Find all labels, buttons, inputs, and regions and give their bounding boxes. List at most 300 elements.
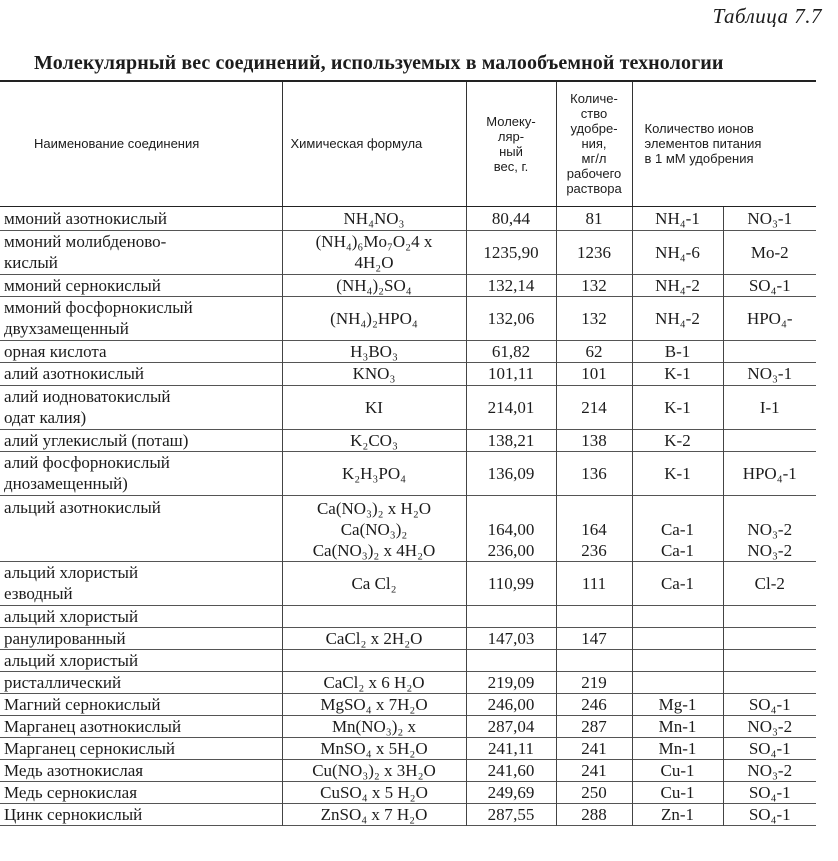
chemical-formula-cell-text: K₂H₃PO₄	[341, 463, 407, 483]
anion-count-cell	[723, 803, 816, 825]
compound-name-cell	[0, 206, 282, 230]
chemical-formula-cell	[282, 230, 466, 274]
molecular-weight-cell	[466, 206, 556, 230]
chemical-formula-cell	[282, 561, 466, 605]
chemical-formula-cell-text: Ca(NO₃)₂ x 4H₂O	[312, 540, 436, 560]
chemical-formula-cell-text: (NH₄)₆Mo₇O₂4 x	[315, 232, 433, 251]
anion-count-cell	[723, 230, 816, 274]
molecular-weight-cell	[466, 561, 556, 605]
cation-count-cell	[632, 362, 723, 385]
anion-count-cell-text: SO₄-1	[748, 275, 791, 295]
compound-name-cell	[0, 561, 282, 605]
chemical-formula-cell-text: 4H₂O	[354, 253, 394, 272]
compound-name-cell-text: Марганец сернокислый	[4, 738, 175, 758]
anion-count-cell-text	[727, 672, 814, 693]
table-row	[0, 803, 816, 825]
anion-count-cell-text: SO₄-1	[748, 738, 791, 758]
compound-name-cell-text: Медь азотнокислая	[4, 760, 144, 780]
chemical-formula-cell-text: KNO₃	[352, 364, 396, 383]
fertilizer-amount-cell	[556, 495, 632, 561]
cation-count-cell	[632, 230, 723, 274]
chemical-formula-cell-text: NH₄NO₃	[343, 208, 405, 228]
compound-name-cell-text: ммоний азотнокислый	[4, 208, 167, 228]
anion-count-cell	[723, 561, 816, 605]
table-row	[0, 385, 816, 429]
fertilizer-amount-cell-text: 288	[581, 804, 607, 824]
compound-name-cell	[0, 385, 282, 429]
chemical-formula-cell-text: ZnSO₄ x 7 H₂O	[320, 804, 428, 824]
compound-name-cell	[0, 274, 282, 296]
fertilizer-amount-cell	[556, 230, 632, 274]
anion-count-cell-text	[727, 606, 814, 627]
cation-count-cell-text: NH₄-1	[655, 208, 700, 228]
header-line: мг/л	[581, 151, 607, 167]
cation-count-cell	[632, 340, 723, 362]
fertilizer-amount-cell-text	[560, 498, 629, 519]
molecular-weight-cell	[466, 759, 556, 781]
molecular-weight-cell-text: 147,03	[487, 628, 535, 648]
compound-name-cell	[0, 296, 282, 340]
chemical-formula-cell	[282, 627, 466, 649]
molecular-weight-cell	[466, 715, 556, 737]
molecular-weight-cell	[466, 230, 556, 274]
cation-count-cell	[632, 605, 723, 627]
anion-count-cell	[723, 274, 816, 296]
fertilizer-amount-cell	[556, 649, 632, 671]
molecular-weight-cell-text	[470, 650, 553, 671]
cation-count-cell	[632, 781, 723, 803]
table-row	[0, 340, 816, 362]
anion-count-cell	[723, 429, 816, 451]
molecular-weight-cell-text: 80,44	[491, 208, 531, 228]
chemical-formula-cell-text	[286, 606, 463, 627]
molecular-weight-cell-text: 61,82	[491, 341, 531, 361]
column-header-name	[0, 81, 282, 206]
molecular-weight-cell-text: 241,11	[487, 738, 535, 758]
fertilizer-amount-cell-text: 219	[581, 672, 607, 692]
fertilizer-amount-cell-text: 164	[581, 519, 607, 539]
molecular-weight-cell	[466, 737, 556, 759]
anion-count-cell	[723, 296, 816, 340]
anion-count-cell-text: NO₃-2	[747, 519, 793, 539]
table-row	[0, 693, 816, 715]
cation-count-cell-text: Cu-1	[660, 782, 695, 802]
cation-count-cell-text: Mn-1	[658, 716, 697, 736]
compound-name-cell	[0, 340, 282, 362]
molecular-weight-cell	[466, 362, 556, 385]
table-header	[0, 81, 816, 206]
anion-count-cell-text: Cl-2	[754, 573, 785, 593]
chemical-formula-cell-text: Cu(NO₃)₂ x 3H₂O	[312, 760, 436, 780]
column-header-ion-count	[632, 81, 816, 206]
anion-count-cell-text: NO₃-2	[747, 716, 793, 736]
molecular-weight-cell-text: 219,09	[487, 672, 535, 692]
cation-count-cell-text: K-2	[664, 430, 691, 450]
anion-count-cell-text: NO₃-1	[747, 364, 793, 383]
compounds-table	[0, 80, 816, 826]
compound-name-cell	[0, 451, 282, 495]
fertilizer-amount-cell	[556, 627, 632, 649]
table-body	[0, 206, 816, 825]
molecular-weight-cell-text	[470, 498, 553, 519]
anion-count-cell	[723, 759, 816, 781]
molecular-weight-cell-text: 236,00	[487, 540, 535, 560]
table-row	[0, 274, 816, 296]
anion-count-cell-text: Mo-2	[750, 242, 789, 262]
molecular-weight-cell	[466, 671, 556, 693]
header-line: Молеку-	[486, 113, 536, 129]
fertilizer-amount-cell	[556, 737, 632, 759]
cation-count-cell-text	[636, 606, 720, 627]
chemical-formula-cell-text: CaCl₂ x 2H₂O	[325, 628, 423, 648]
anion-count-cell-text	[727, 341, 814, 362]
compound-name-cell	[0, 781, 282, 803]
anion-count-cell	[723, 495, 816, 561]
fertilizer-amount-cell	[556, 561, 632, 605]
cation-count-cell-text: Cu-1	[660, 760, 695, 780]
compound-name-cell-text: ранулированный	[4, 628, 126, 648]
compound-name-cell	[0, 495, 282, 561]
molecular-weight-cell	[466, 385, 556, 429]
compound-name-cell-text: альций хлористый	[4, 606, 139, 626]
fertilizer-amount-cell-text: 236	[581, 540, 607, 560]
molecular-weight-cell-text: 241,60	[487, 760, 535, 780]
compound-name-cell-text: одат калия)	[4, 408, 87, 427]
fertilizer-amount-cell-text: 132	[581, 308, 607, 328]
cation-count-cell-text: Ca-1	[660, 540, 695, 560]
chemical-formula-cell-text: Ca(NO₃)₂	[340, 519, 408, 539]
table-row	[0, 429, 816, 451]
header-line: Наименование соединения	[34, 136, 200, 152]
anion-count-cell-text: NO₃-2	[747, 540, 793, 560]
anion-count-cell	[723, 693, 816, 715]
table-row	[0, 495, 816, 561]
molecular-weight-cell	[466, 340, 556, 362]
fertilizer-amount-cell	[556, 385, 632, 429]
compound-name-cell-text: езводный	[4, 584, 73, 603]
cation-count-cell-text: Ca-1	[660, 519, 695, 539]
molecular-weight-cell-text: 287,04	[487, 716, 535, 736]
cation-count-cell	[632, 451, 723, 495]
fertilizer-amount-cell-text: 136	[581, 463, 607, 483]
fertilizer-amount-cell-text: 62	[585, 341, 603, 361]
chemical-formula-cell-text: MgSO₄ x 7H₂O	[320, 694, 428, 714]
table-row	[0, 759, 816, 781]
compound-name-cell-text: двухзамещенный	[4, 319, 129, 338]
compound-name-cell-text: алий иодноватокислый	[4, 387, 171, 406]
anion-count-cell-text: HPO₄-1	[742, 463, 797, 483]
table-row	[0, 627, 816, 649]
fertilizer-amount-cell	[556, 759, 632, 781]
molecular-weight-cell-text: 164,00	[487, 519, 535, 539]
fertilizer-amount-cell	[556, 296, 632, 340]
compound-name-cell-text: алий фосфорнокислый	[4, 453, 170, 472]
cation-count-cell-text: NH₄-2	[655, 275, 700, 295]
chemical-formula-cell-text: KI	[365, 397, 383, 417]
header-line: в 1 мМ удобрения	[644, 151, 754, 167]
chemical-formula-cell	[282, 803, 466, 825]
compound-name-cell-text: Медь сернокислая	[4, 782, 138, 802]
cation-count-cell	[632, 693, 723, 715]
compound-name-cell	[0, 693, 282, 715]
compound-name-cell	[0, 737, 282, 759]
chemical-formula-cell	[282, 206, 466, 230]
compound-name-cell	[0, 429, 282, 451]
molecular-weight-cell	[466, 296, 556, 340]
molecular-weight-cell-text: 136,09	[487, 463, 535, 483]
anion-count-cell-text: SO₄-1	[748, 694, 791, 714]
header-line: удобре-	[570, 121, 618, 137]
anion-count-cell-text	[727, 650, 814, 671]
anion-count-cell	[723, 605, 816, 627]
molecular-weight-cell-text: 214,01	[487, 397, 535, 417]
table-row	[0, 605, 816, 627]
fertilizer-amount-cell	[556, 340, 632, 362]
cation-count-cell	[632, 429, 723, 451]
compound-name-cell	[0, 649, 282, 671]
molecular-weight-cell	[466, 451, 556, 495]
cation-count-cell	[632, 385, 723, 429]
chemical-formula-cell	[282, 737, 466, 759]
compound-name-cell-text: ммоний молибденово-	[4, 232, 167, 251]
fertilizer-amount-cell	[556, 362, 632, 385]
fertilizer-amount-cell	[556, 605, 632, 627]
header-line: раствора	[566, 181, 622, 197]
fertilizer-amount-cell-text: 214	[581, 397, 607, 417]
compound-name-cell	[0, 627, 282, 649]
fertilizer-amount-cell-text: 246	[581, 694, 607, 714]
fertilizer-amount-cell-text	[560, 650, 629, 671]
compounds-table-container	[0, 80, 820, 826]
anion-count-cell	[723, 385, 816, 429]
table-row	[0, 451, 816, 495]
fertilizer-amount-cell	[556, 693, 632, 715]
cation-count-cell-text	[636, 650, 720, 671]
table-row	[0, 206, 816, 230]
anion-count-cell	[723, 671, 816, 693]
fertilizer-amount-cell	[556, 781, 632, 803]
anion-count-cell-text: SO₄-1	[748, 782, 791, 802]
compound-name-cell	[0, 759, 282, 781]
chemical-formula-cell-text: K₂CO₃	[350, 430, 398, 450]
molecular-weight-cell-text: 246,00	[487, 694, 535, 714]
cation-count-cell	[632, 737, 723, 759]
anion-count-cell	[723, 206, 816, 230]
chemical-formula-cell-text: CaCl₂ x 6 H₂O	[323, 672, 425, 692]
molecular-weight-cell	[466, 429, 556, 451]
fertilizer-amount-cell	[556, 715, 632, 737]
compound-name-cell-text: Марганец азотнокислый	[4, 716, 182, 736]
fertilizer-amount-cell	[556, 206, 632, 230]
compound-name-cell	[0, 803, 282, 825]
chemical-formula-cell-text: (NH₄)₂SO₄	[336, 275, 412, 295]
molecular-weight-cell-text	[470, 606, 553, 627]
anion-count-cell	[723, 737, 816, 759]
fertilizer-amount-cell-text: 1236	[577, 242, 611, 262]
compound-name-cell	[0, 230, 282, 274]
molecular-weight-cell-text: 101,11	[487, 364, 535, 383]
compound-name-cell	[0, 671, 282, 693]
anion-count-cell-text: SO₄-1	[748, 804, 791, 824]
header-line: ния,	[581, 136, 607, 152]
molecular-weight-cell	[466, 605, 556, 627]
compound-name-cell-text: днозамещенный)	[4, 474, 128, 493]
fertilizer-amount-cell-text: 250	[581, 782, 607, 802]
molecular-weight-cell	[466, 274, 556, 296]
molecular-weight-cell-text: 110,99	[487, 573, 535, 593]
cation-count-cell	[632, 274, 723, 296]
fertilizer-amount-cell-text: 241	[581, 760, 607, 780]
anion-count-cell-text: NO₃-1	[747, 208, 793, 228]
chemical-formula-cell	[282, 296, 466, 340]
table-row	[0, 715, 816, 737]
fertilizer-amount-cell	[556, 671, 632, 693]
anion-count-cell	[723, 627, 816, 649]
cation-count-cell-text: NH₄-6	[655, 242, 700, 262]
cation-count-cell	[632, 296, 723, 340]
molecular-weight-cell	[466, 693, 556, 715]
table-row	[0, 649, 816, 671]
compound-name-cell-text: Магний сернокислый	[4, 694, 161, 714]
chemical-formula-cell-text: Mn(NO₃)₂ x	[331, 716, 417, 736]
anion-count-cell-text	[727, 628, 814, 649]
cation-count-cell-text: K-1	[664, 364, 691, 383]
header-line: рабочего	[566, 166, 622, 182]
molecular-weight-cell	[466, 495, 556, 561]
molecular-weight-cell-text: 249,69	[487, 782, 535, 802]
compound-name-cell-text: альций хлористый	[4, 563, 139, 582]
compound-name-cell-text: ммоний сернокислый	[4, 275, 161, 295]
compound-name-cell-text: ристаллический	[4, 672, 122, 692]
cation-count-cell-text: Ca-1	[660, 573, 695, 593]
chemical-formula-cell-text	[286, 650, 463, 671]
header-line: Количество ионов	[644, 121, 754, 137]
anion-count-cell-text	[727, 430, 814, 451]
fertilizer-amount-cell-text: 287	[581, 716, 607, 736]
cation-count-cell-text: K-1	[664, 397, 691, 417]
table-row	[0, 561, 816, 605]
table-row	[0, 781, 816, 803]
header-line: ный	[499, 143, 523, 159]
fertilizer-amount-cell-text: 241	[581, 738, 607, 758]
table-row	[0, 737, 816, 759]
compound-name-cell-text: кислый	[4, 253, 58, 272]
chemical-formula-cell-text: Ca Cl₂	[351, 573, 397, 593]
anion-count-cell	[723, 715, 816, 737]
header-line: Химическая формула	[290, 136, 423, 152]
compound-name-cell	[0, 605, 282, 627]
molecular-weight-cell-text: 1235,90	[483, 242, 539, 262]
compound-name-cell-text: ммоний фосфорнокислый	[4, 298, 193, 317]
table-row	[0, 296, 816, 340]
chemical-formula-cell-text: MnSO₄ x 5H₂O	[320, 738, 428, 758]
compound-name-cell-text: альций хлористый	[4, 650, 139, 670]
chemical-formula-cell	[282, 605, 466, 627]
anion-count-cell	[723, 362, 816, 385]
cation-count-cell-text: Mn-1	[658, 738, 697, 758]
fertilizer-amount-cell	[556, 274, 632, 296]
fertilizer-amount-cell	[556, 451, 632, 495]
chemical-formula-cell	[282, 340, 466, 362]
molecular-weight-cell	[466, 627, 556, 649]
cation-count-cell-text	[636, 498, 720, 519]
chemical-formula-cell	[282, 715, 466, 737]
compound-name-cell-text: альций азотнокислый	[4, 497, 161, 517]
chemical-formula-cell-text: H₃BO₃	[350, 341, 398, 361]
cation-count-cell-text: K-1	[664, 463, 691, 483]
fertilizer-amount-cell-text: 138	[581, 430, 607, 450]
molecular-weight-cell-text: 132,06	[487, 308, 535, 328]
compound-name-cell-text	[4, 518, 279, 539]
anion-count-cell-text: NO₃-2	[747, 760, 793, 780]
table-row	[0, 671, 816, 693]
chemical-formula-cell	[282, 693, 466, 715]
chemical-formula-cell	[282, 781, 466, 803]
cation-count-cell	[632, 627, 723, 649]
chemical-formula-cell	[282, 362, 466, 385]
table-number: Таблица 7.7	[712, 4, 822, 28]
header-line: Количе-	[570, 91, 618, 107]
compound-name-cell-text: орная кислота	[4, 341, 107, 361]
column-header-fertilizer-amount	[556, 81, 632, 206]
header-line: ство	[580, 106, 608, 122]
anion-count-cell	[723, 781, 816, 803]
header-line: вес, г.	[493, 158, 529, 174]
anion-count-cell-text: I-1	[759, 397, 780, 417]
header-line: элементов питания	[644, 136, 762, 152]
column-header-formula	[282, 81, 466, 206]
anion-count-cell-text	[727, 498, 814, 519]
chemical-formula-cell-text: (NH₄)₂HPO₄	[330, 308, 418, 328]
cation-count-cell-text	[636, 672, 720, 693]
chemical-formula-cell	[282, 429, 466, 451]
fertilizer-amount-cell-text: 132	[581, 275, 607, 295]
cation-count-cell-text	[636, 628, 720, 649]
chemical-formula-cell	[282, 649, 466, 671]
cation-count-cell	[632, 495, 723, 561]
chemical-formula-cell-text: Ca(NO₃)₂ x H₂O	[316, 498, 432, 518]
chemical-formula-cell	[282, 451, 466, 495]
cation-count-cell	[632, 803, 723, 825]
cation-count-cell	[632, 649, 723, 671]
molecular-weight-cell	[466, 649, 556, 671]
chemical-formula-cell	[282, 759, 466, 781]
cation-count-cell-text: NH₄-2	[655, 308, 700, 328]
cation-count-cell-text: Mg-1	[658, 694, 697, 714]
fertilizer-amount-cell	[556, 429, 632, 451]
cation-count-cell-text: B-1	[664, 341, 691, 361]
molecular-weight-cell-text: 138,21	[487, 430, 535, 450]
chemical-formula-cell	[282, 671, 466, 693]
cation-count-cell	[632, 759, 723, 781]
compound-name-cell	[0, 362, 282, 385]
column-header-molecular-weight	[466, 81, 556, 206]
compound-name-cell-text: алий азотнокислый	[4, 364, 144, 383]
cation-count-cell	[632, 206, 723, 230]
molecular-weight-cell-text: 287,55	[487, 804, 535, 824]
anion-count-cell	[723, 451, 816, 495]
cation-count-cell	[632, 671, 723, 693]
fertilizer-amount-cell	[556, 803, 632, 825]
header-line: ляр-	[497, 128, 525, 144]
table-title: Молекулярный вес соединений, используемых в малообъемной технологии	[34, 52, 724, 74]
fertilizer-amount-cell-text	[560, 606, 629, 627]
fertilizer-amount-cell-text: 101	[581, 364, 607, 383]
cation-count-cell	[632, 715, 723, 737]
fertilizer-amount-cell-text: 111	[581, 573, 607, 593]
chemical-formula-cell	[282, 495, 466, 561]
anion-count-cell	[723, 340, 816, 362]
